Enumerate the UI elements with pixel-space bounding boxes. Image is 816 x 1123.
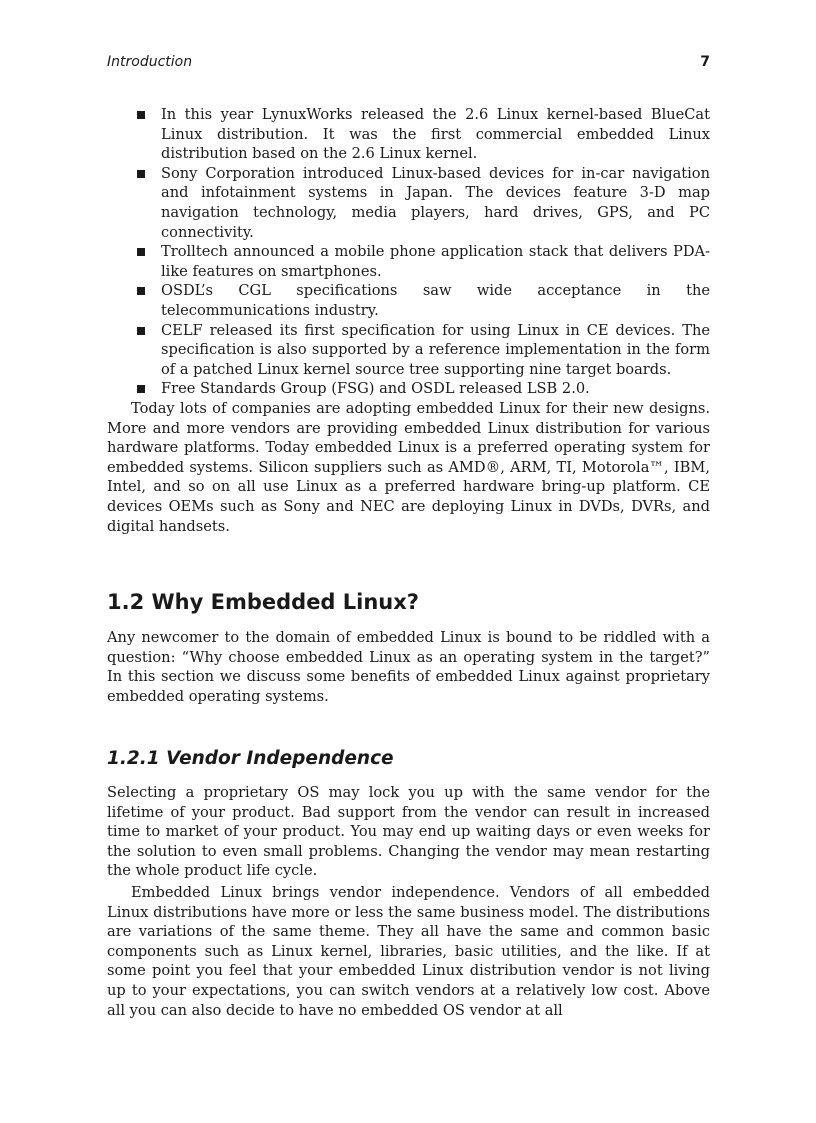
list-item bbox=[107, 105, 710, 164]
running-title: Introduction bbox=[107, 54, 193, 70]
subsection-paragraph-1: Selecting a proprietary OS may lock you up with the same vendor for the lifetime of your product. Bad support from the vendor can result in increased time to market of your product. You may end up waiting days or even weeks for the solution to even small problems. Changing the vendor may mean restarting the whole product life cycle. bbox=[107, 784, 710, 880]
running-header bbox=[107, 54, 710, 74]
subsection-paragraph-2: Embedded Linux brings vendor independence. Vendors of all embedded Linux distributions have more or less the same business model. The distributions are variations of the same theme. They all have the same and common basic components such as Linux kernel, libraries, basic utilities, and the like. If at some point you feel that your embedded Linux distribution vendor is not living up to your expectations, you can switch vendors at a relatively low cost. Above all you can also decide to have no embedded OS vendor at all bbox=[107, 884, 710, 1019]
section-paragraph: Any newcomer to the domain of embedded Linux is bound to be riddled with a question: “Why choose embedded Linux as an operating system in the target?” In this section we discuss some benefits of embedded Linux against proprietary embedded operating systems. bbox=[107, 629, 710, 705]
section-heading: 1.2 Why Embedded Linux? bbox=[107, 590, 419, 614]
list-item bbox=[107, 379, 710, 399]
list-item-text: OSDL’s CGL specifications saw wide acceptance in the telecommunications industry. bbox=[161, 282, 710, 319]
square-bullet-icon bbox=[137, 327, 145, 335]
square-bullet-icon bbox=[137, 170, 145, 178]
list-item-text: Sony Corporation introduced Linux-based devices for in-car navigation and infotainment systems in Japan. The devices feature 3-D map navigation technology, media players, hard drives, GPS, and PC connectivity. bbox=[161, 164, 710, 241]
list-item-text: Trolltech announced a mobile phone application stack that delivers PDA-like features on smartphones. bbox=[161, 243, 710, 280]
list-item bbox=[107, 281, 710, 320]
page-number: 7 bbox=[700, 54, 710, 70]
list-item bbox=[107, 242, 710, 281]
subsection-heading: 1.2.1 Vendor Independence bbox=[107, 748, 394, 769]
intro-paragraph: Today lots of companies are adopting embedded Linux for their new designs. More and more vendors are providing embedded Linux distribution for various hardware platforms. Today embedded Linux is a preferred operating system for embedded systems. Silicon suppliers such as AMD®, ARM, TI, Motorola™, IBM, Intel, and so on all use Linux as a preferred hardware bring-up platform. CE devices OEMs such as Sony and NEC are deploying Linux in DVDs, DVRs, and digital handsets. bbox=[107, 400, 710, 535]
square-bullet-icon bbox=[137, 385, 145, 393]
list-item-text: In this year LynuxWorks released the 2.6 Linux kernel-based BlueCat Linux distribution. It was the first commercial embedded Linux distribution based on the 2.6 Linux kernel. bbox=[161, 106, 710, 163]
square-bullet-icon bbox=[137, 248, 145, 256]
list-item bbox=[107, 321, 710, 380]
list-item bbox=[107, 164, 710, 242]
square-bullet-icon bbox=[137, 287, 145, 295]
square-bullet-icon bbox=[137, 111, 145, 119]
list-item-text: CELF released its first specification for using Linux in CE devices. The specification is also supported by a reference implementation in the form of a patched Linux kernel source tree supporting nine target boards. bbox=[161, 321, 710, 378]
list-item-text: Free Standards Group (FSG) and OSDL released LSB 2.0. bbox=[161, 380, 590, 398]
event-bullet-list bbox=[107, 105, 710, 399]
